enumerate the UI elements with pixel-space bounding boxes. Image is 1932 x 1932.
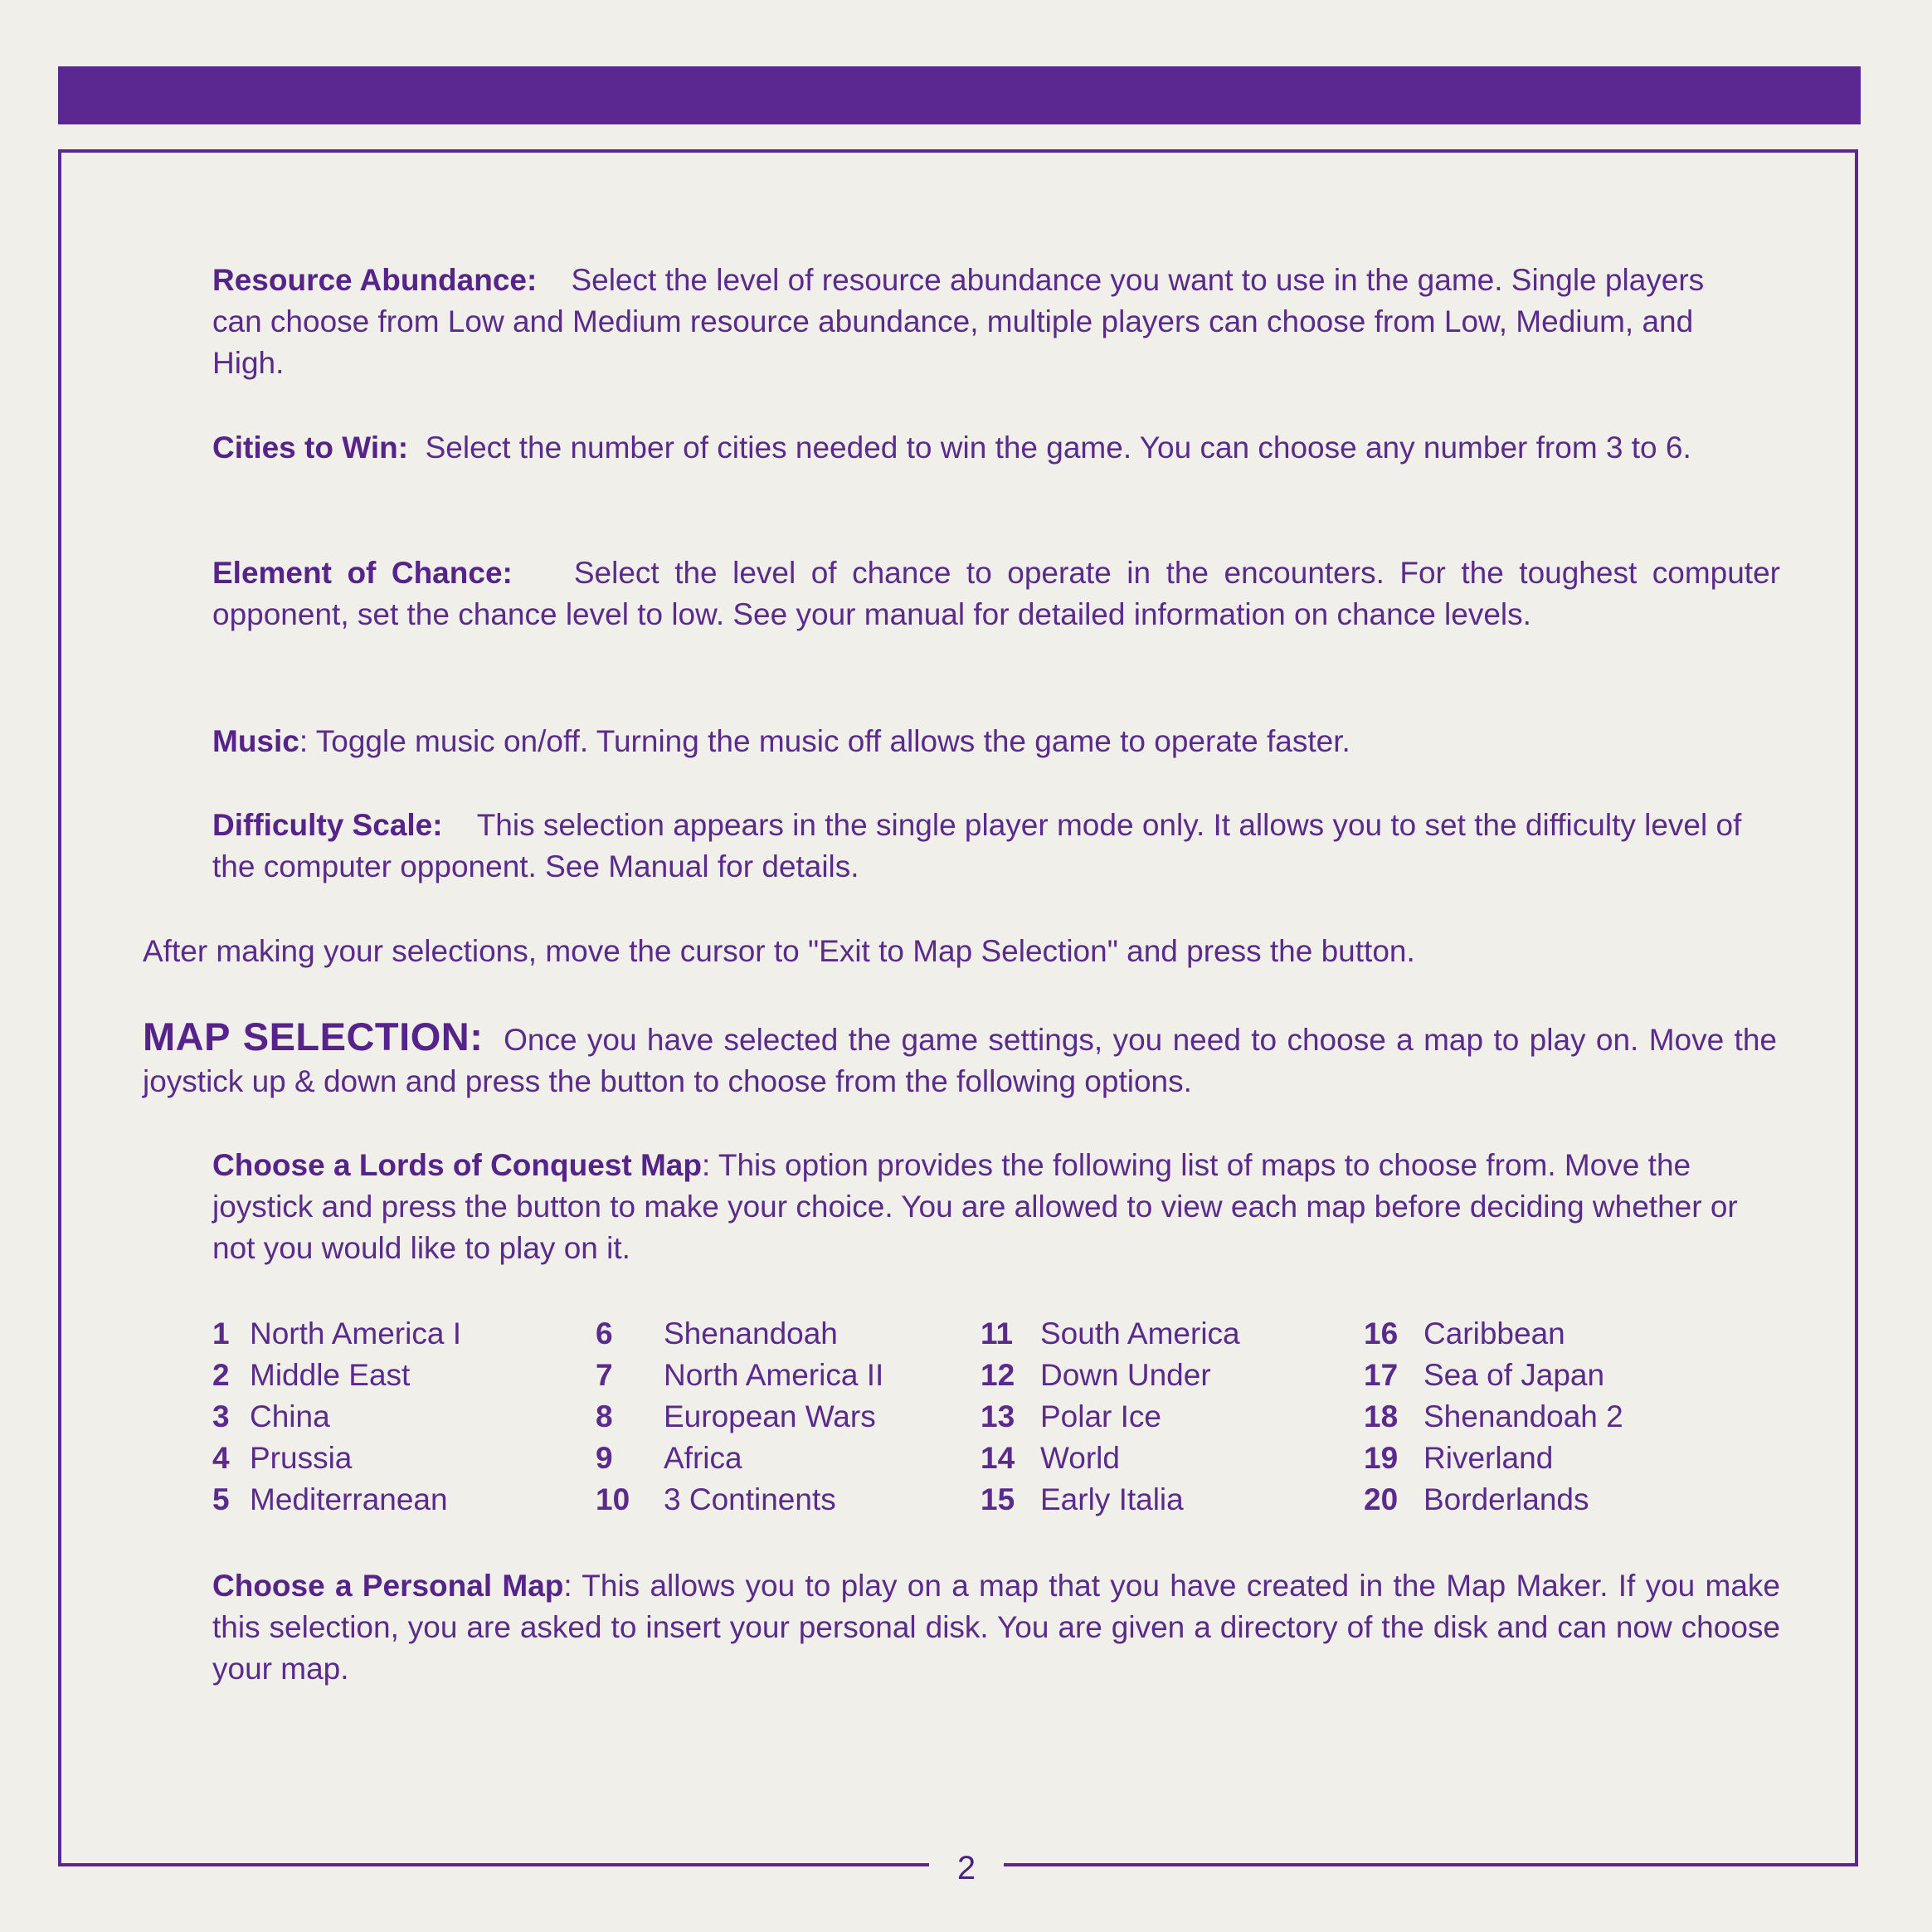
map-item <box>1364 1479 1623 1521</box>
setting-term: Element of Chance: <box>212 556 513 590</box>
setting-text: Select the level of resource abundance you want to use in the game. Single players can choose from Low and Medium resource abundance, multiple players can choose from Low, Medium, and High. <box>212 263 1705 380</box>
map-name: Prussia <box>250 1441 353 1475</box>
map-item <box>981 1313 1240 1355</box>
map-name: Early Italia <box>1040 1482 1184 1516</box>
setting-cities-to-win <box>212 427 1780 469</box>
map-item <box>981 1479 1240 1521</box>
map-item <box>212 1355 461 1396</box>
option-term: Choose a Lords of Conquest Map <box>212 1148 702 1182</box>
map-name: Riverland <box>1423 1441 1554 1475</box>
map-item <box>212 1438 461 1479</box>
map-item <box>1364 1438 1623 1479</box>
map-name: Middle East <box>250 1358 411 1392</box>
map-item <box>596 1438 883 1479</box>
map-number: 4 <box>212 1441 230 1475</box>
setting-term: Cities to Win: <box>212 431 409 465</box>
map-number: 16 <box>1364 1316 1399 1350</box>
option-text: : This option provides the following list of maps to choose from. Move the joystick and press the button to make your choice. You are allowed to view each map before deciding whether or not you would like to play on it. <box>212 1148 1738 1265</box>
map-item <box>981 1438 1240 1479</box>
map-name: China <box>250 1399 330 1433</box>
setting-resource-abundance <box>212 260 1722 384</box>
map-number: 8 <box>596 1399 613 1433</box>
map-column <box>212 1313 461 1521</box>
map-number: 17 <box>1364 1358 1399 1392</box>
map-selection-section <box>143 1016 1777 1102</box>
map-number: 7 <box>596 1358 613 1392</box>
map-item <box>212 1396 461 1438</box>
map-name: Polar Ice <box>1040 1399 1162 1433</box>
map-item <box>596 1355 883 1396</box>
map-name: North America I <box>250 1316 461 1350</box>
map-number: 6 <box>596 1316 613 1350</box>
map-number: 1 <box>212 1316 230 1350</box>
setting-term: Resource Abundance: <box>212 263 538 297</box>
map-name: European Wars <box>664 1399 876 1433</box>
setting-text: Select the number of cities needed to win the game. You can choose any number from 3 to 6. <box>425 431 1691 465</box>
map-number: 15 <box>981 1482 1015 1516</box>
map-item <box>212 1479 461 1521</box>
setting-text: Select the level of chance to operate in the encounters. For the toughest computer opponent, set the chance level to low. See your manual for detailed information on chance levels. <box>212 556 1780 631</box>
option-lords-map <box>212 1145 1780 1269</box>
map-number: 3 <box>212 1399 230 1433</box>
setting-text: : Toggle music on/off. Turning the music off allows the game to operate faster. <box>299 724 1350 758</box>
map-name: South America <box>1040 1316 1240 1350</box>
section-title: MAP SELECTION: <box>143 1015 484 1058</box>
setting-element-of-chance <box>212 552 1780 635</box>
map-column <box>596 1313 883 1521</box>
map-name: Africa <box>664 1441 742 1475</box>
header-bar <box>58 66 1861 124</box>
section-text: Once you have selected the game settings, you need to choose a map to play on. Move the joystick up & down and press the button to choose from the following options. <box>143 1023 1777 1098</box>
map-item <box>1364 1396 1623 1438</box>
map-item <box>981 1396 1240 1438</box>
map-column <box>1364 1313 1623 1521</box>
map-item <box>212 1313 461 1355</box>
map-number: 5 <box>212 1482 230 1516</box>
option-text: : This allows you to play on a map that you have created in the Map Maker. If you make this selection, you are asked to insert your personal disk. You are given a directory of the disk and can now choose your map. <box>212 1569 1781 1686</box>
after-selections-note: After making your selections, move the cursor to "Exit to Map Selection" and press the button. <box>143 934 1415 968</box>
map-name: Sea of Japan <box>1423 1358 1605 1392</box>
setting-term: Music <box>212 724 299 758</box>
map-item <box>1364 1355 1623 1396</box>
map-name: North America II <box>664 1358 884 1392</box>
map-name: Down Under <box>1040 1358 1211 1392</box>
map-name: World <box>1040 1441 1120 1475</box>
map-item <box>596 1479 883 1521</box>
map-number: 11 <box>981 1316 1014 1350</box>
map-number: 19 <box>1364 1441 1399 1475</box>
map-name: 3 Continents <box>664 1482 836 1516</box>
map-column <box>981 1313 1240 1521</box>
map-name: Shenandoah 2 <box>1423 1399 1623 1433</box>
map-number: 13 <box>981 1399 1015 1433</box>
map-number: 18 <box>1364 1399 1399 1433</box>
option-term: Choose a Personal Map <box>212 1569 564 1603</box>
setting-music <box>212 721 1780 762</box>
option-personal-map <box>212 1565 1780 1690</box>
map-item <box>981 1355 1240 1396</box>
page-number: 2 <box>929 1847 1004 1890</box>
setting-text: This selection appears in the single player mode only. It allows you to set the difficulty level of the computer opponent. See Manual for details. <box>212 808 1742 883</box>
map-name: Shenandoah <box>664 1316 838 1350</box>
setting-term: Difficulty Scale: <box>212 808 443 842</box>
map-number: 9 <box>596 1441 613 1475</box>
map-number: 10 <box>596 1482 630 1516</box>
map-name: Borderlands <box>1423 1482 1589 1516</box>
setting-difficulty-scale <box>212 805 1755 888</box>
map-number: 20 <box>1364 1482 1399 1516</box>
map-item <box>1364 1313 1623 1355</box>
map-number: 12 <box>981 1358 1015 1392</box>
map-number: 2 <box>212 1358 230 1392</box>
map-item <box>596 1313 883 1355</box>
map-item <box>596 1396 883 1438</box>
map-number: 14 <box>981 1441 1015 1475</box>
map-name: Mediterranean <box>250 1482 448 1516</box>
map-name: Caribbean <box>1423 1316 1565 1350</box>
